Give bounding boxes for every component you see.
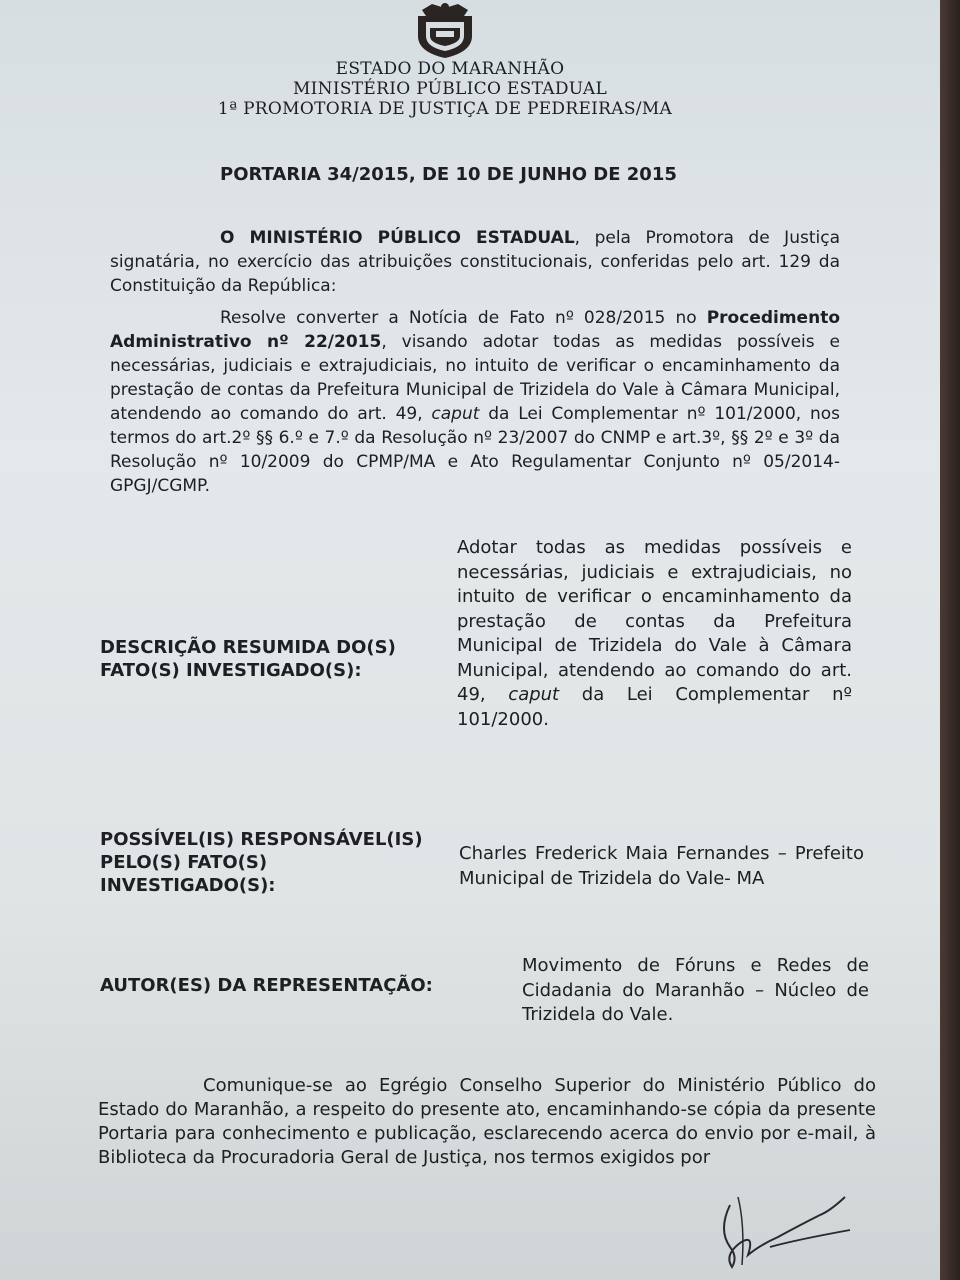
- resolve-text-2: , visando adotar todas as medidas possíveis e necessárias, judiciais e extrajudiciais, no intuito de verificar o encaminhamento da prestação de contas da Prefeitura Municipal de Trizidela do Vale à Câmara Municipal, atendendo ao comando do art. 49,: [110, 332, 840, 424]
- closing-paragraph: [98, 1074, 876, 1170]
- document-title: PORTARIA 34/2015, DE 10 DE JUNHO DE 2015: [220, 164, 677, 185]
- resolve-bold: Procedimento Administrativo nº 22/2015: [110, 308, 840, 352]
- page-edge-shadow: [940, 0, 960, 1280]
- responsible-value: Charles Frederick Maia Fernandes – Prefeito Municipal de Trizidela do Vale- MA: [459, 843, 864, 889]
- description-value: [457, 536, 852, 732]
- authors-label: AUTOR(ES) DA REPRESENTAÇÃO:: [100, 975, 433, 996]
- intro-text: , pela Promotora de Justiça signatária, no exercício das atribuições constitucionais, conferidas pelo art. 129 da Constituição da República:: [110, 228, 840, 296]
- closing-text: Comunique-se ao Egrégio Conselho Superior do Ministério Público do Estado do Maranhão, a respeito do presente ato, encaminhando-se cópia da presente Portaria para conhecimento e publicação, esclarecendo acerca do envio por e-mail, à Biblioteca da Procuradoria Geral de Justiça, nos termos exigidos por: [98, 1075, 876, 1168]
- header-ministry: MINISTÉRIO PÚBLICO ESTADUAL: [292, 79, 608, 99]
- header-promotoria: 1ª PROMOTORIA DE JUSTIÇA DE PEDREIRAS/MA: [217, 99, 673, 119]
- description-label: DESCRIÇÃO RESUMIDA DO(S) FATO(S) INVESTIGADO(S):: [100, 637, 396, 681]
- description-text-2: da Lei Complementar nº 101/2000.: [457, 684, 853, 730]
- signature-mark: [700, 1185, 870, 1280]
- resolve-paragraph: [110, 306, 840, 498]
- resolve-text-3: da Lei Complementar nº 101/2000, nos termos do art.2º §§ 6.º e 7.º da Resolução nº 23/2007 do CNMP e art.3º, §§ 2º e 3º da Resolução nº 10/2009 do CPMP/MA e Ato Regulamentar Conjunto nº 05/2014-GPGJ/CGMP.: [110, 404, 840, 496]
- resolve-italic: caput: [431, 404, 480, 424]
- description-text-1: Adotar todas as medidas possíveis e necessárias, judiciais e extrajudiciais, no intuito de verificar o encaminhamento da prestação de contas da Prefeitura Municipal de Trizidela do Vale à Câmara Municipal, atendendo ao comando do art. 49,: [457, 537, 852, 705]
- description-italic: caput: [508, 684, 560, 705]
- intro-bold: O MINISTÉRIO PÚBLICO ESTADUAL: [220, 228, 575, 248]
- intro-paragraph: [110, 226, 840, 298]
- responsible-label: POSSÍVEL(IS) RESPONSÁVEL(IS) PELO(S) FATO(S) INVESTIGADO(S):: [100, 829, 423, 896]
- resolve-text-1: Resolve converter a Notícia de Fato nº 028/2015 no: [220, 308, 707, 328]
- coat-of-arms-icon: [412, 2, 478, 60]
- authors-value: Movimento de Fóruns e Redes de Cidadania do Maranhão – Núcleo de Trizidela do Vale.: [522, 955, 869, 1025]
- header-state: ESTADO DO MARANHÃO: [335, 59, 565, 79]
